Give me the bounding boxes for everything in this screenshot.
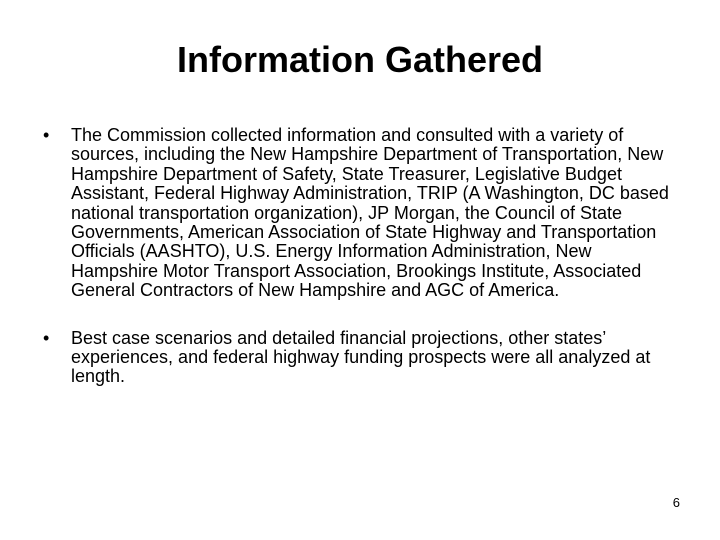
bullet-icon: • [43,327,50,348]
bullet-item-analysis [43,329,683,387]
bullet-item-sources [43,126,683,301]
bullet-list [43,126,683,387]
bullet-text: The Commission collected information and consulted with a variety of sources, including the New Hampshire Department of Transportation, New Hampshire Department of Safety, State Treasurer, Legislative Budget Assistant, Federal Highway Administration, TRIP (A Washington, DC based national transportation organization), JP Morgan, the Council of State Governments, American Association of State Highway and Transportation Officials (AASHTO), U.S. Energy Information Administration, New Hampshire Motor Transport Association, Brookings Institute, Associated General Contractors of New Hampshire and AGC of America. [71,125,669,301]
slide-title: Information Gathered [176,39,544,80]
bullet-text: Best case scenarios and detailed financial projections, other states’ experiences, and federal highway funding prospects were all analyzed at length. [71,327,651,387]
slide-number: 6 [672,495,680,510]
bullet-icon: • [43,125,50,145]
